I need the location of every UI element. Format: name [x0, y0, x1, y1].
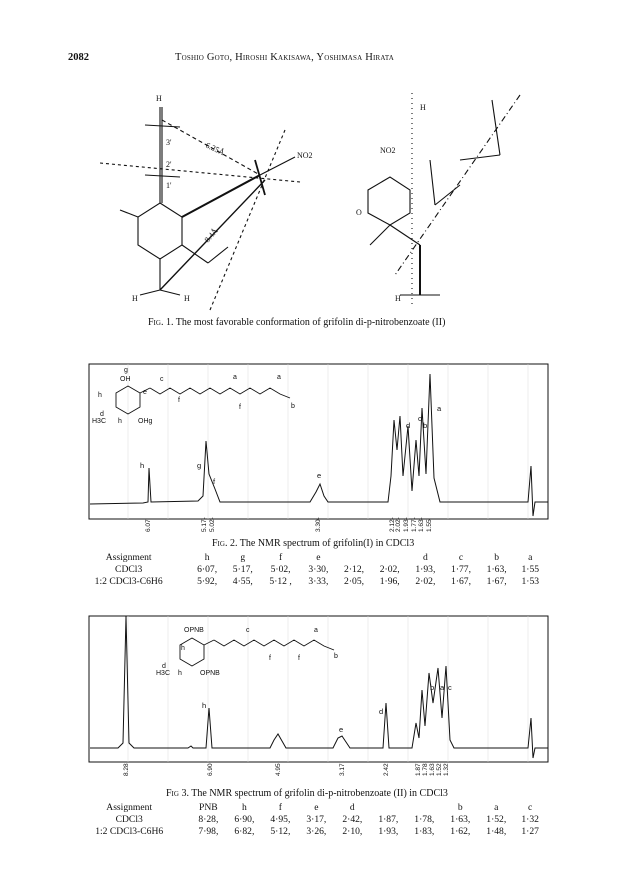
- table-row: 1:2 CDCl3-C6H6 7·98, 6·82, 5·12, 3·26, 2·10, 1·93, 1·83, 1·62, 1·48, 1·27: [95, 826, 539, 837]
- fig2-integral-8: 1.63-: [418, 517, 425, 532]
- fig1-label-2prime: 2': [166, 160, 172, 169]
- table-row: CDCl3 6·07, 5·17, 5·02, 3·30, 2·12, 2·02, 1·93, 1·77, 1·63, 1·55: [115, 564, 540, 575]
- fig3-peak-c: c: [448, 683, 452, 692]
- fig3-mol-h1: h: [181, 645, 185, 652]
- fig1-label-o: O: [356, 208, 362, 217]
- fig3-mol-opnb1: OPNB: [184, 627, 204, 634]
- fig2-peak-a: a: [437, 404, 442, 413]
- fig3-integral-3: 3.17: [339, 763, 346, 776]
- fig2-integral-3: 3.30-: [315, 517, 322, 532]
- fig2-mol-e: e: [143, 389, 147, 396]
- fig2-peak-g: g: [197, 461, 202, 470]
- fig3-integral-5: 1.87: [415, 763, 422, 776]
- fig3-mol-a: a: [314, 627, 318, 634]
- fig3-integral-9: 1.32: [443, 763, 450, 776]
- fig1-label-h-bottom-left: H: [132, 294, 138, 303]
- fig2-integral-9: 1.55: [426, 519, 433, 532]
- fig2-mol-b: b: [291, 403, 295, 410]
- fig2-integral-1: 5.17-: [201, 517, 208, 532]
- fig3-integral-0: 8.28: [123, 763, 130, 776]
- table-row: 1:2 CDCl3-C6H6 5·92, 4·55, 5·12 , 3·33, 2·05, 1·96, 2·02, 1·67, 1·67, 1·53: [94, 576, 540, 587]
- figure-2-assignment-table: [68, 552, 546, 588]
- fig2-mol-f1: f: [178, 397, 180, 404]
- fig1-label-h-top: H: [156, 94, 162, 103]
- fig3-peak-d: d: [379, 707, 384, 716]
- figure-1-structures: [100, 85, 540, 315]
- fig2-mol-c: c: [160, 376, 164, 383]
- fig3-mol-f1: f: [269, 655, 271, 662]
- fig2-peak-d: d: [406, 421, 411, 430]
- fig1-label-dist-a: 6.25Å: [204, 140, 226, 158]
- table-row: Assignment h g f e d c b a: [105, 552, 533, 563]
- fig2-peak-f: f: [213, 477, 216, 486]
- fig2-mol-h3c: H3C: [92, 418, 107, 425]
- figure-2-caption: Fig. 2. The NMR spectrum of grifolin(I) in CDCl3: [212, 538, 415, 549]
- fig1-label-dist-b: 8.4Å: [202, 226, 220, 245]
- fig2-mol-g: g: [124, 367, 128, 374]
- fig3-mol-f2: f: [298, 655, 300, 662]
- fig3-integral-2: 4.95: [275, 763, 282, 776]
- fig3-integral-7: 1.63: [429, 763, 436, 776]
- fig2-integral-5: 2.02-: [395, 517, 402, 532]
- table-row: CDCl3 8·28, 6·90, 4·95, 3·17, 2·42, 1·87, 1·78, 1·63, 1·52, 1·32: [115, 814, 539, 825]
- fig2-mol-oh: OH: [120, 376, 131, 383]
- author-line: Toshio Goto, Hiroshi Kakisawa, Yoshimasa Hirata: [175, 52, 395, 63]
- fig2-mol-h1: h: [98, 392, 102, 399]
- page-number: 2082: [68, 52, 89, 63]
- fig2-peak-c: c: [418, 414, 422, 423]
- figure-2-nmr-spectrum: [88, 356, 550, 536]
- fig2-mol-h2: h: [118, 418, 122, 425]
- fig2-mol-f2: f: [239, 404, 241, 411]
- figure-1-caption: Fig. 1. The most favorable conformation of grifolin di-p-nitrobenzoate (II): [148, 317, 446, 328]
- table-row: Assignment PNB h f e d b a c: [106, 802, 533, 813]
- fig2-mol-a1: a: [233, 374, 237, 381]
- figure-3-caption: Fig 3. The NMR spectrum of grifolin di-p-nitrobenzoate (II) in CDCl3: [166, 788, 448, 799]
- fig1-label-no2: NO2: [297, 151, 313, 160]
- fig2-integral-2: 5.02-: [209, 517, 216, 532]
- fig3-peak-e: e: [339, 725, 344, 734]
- fig1-label-h-right-bottom: H: [395, 294, 401, 303]
- fig3-mol-h3c: H3C: [156, 670, 171, 677]
- fig3-peak-a: a: [440, 683, 445, 692]
- fig3-integral-6: 1.78: [422, 763, 429, 776]
- fig2-mol-ohg: OHg: [138, 418, 153, 425]
- fig2-peak-b: b: [423, 421, 428, 430]
- figure-3-nmr-spectrum: [88, 608, 550, 786]
- fig3-integral-4: 2.42: [383, 763, 390, 776]
- fig2-peak-e: e: [317, 471, 322, 480]
- fig3-peak-b: b: [430, 683, 435, 692]
- fig3-integral-1: 6.90: [207, 763, 214, 776]
- fig2-peak-h: h: [140, 461, 145, 470]
- fig2-mol-a2: a: [277, 374, 281, 381]
- fig2-trace: [90, 374, 548, 516]
- fig3-integral-8: 1.52: [436, 763, 443, 776]
- fig2-integral-6: 1.93-: [403, 517, 410, 532]
- fig1-label-h-bottom-right: H: [184, 294, 190, 303]
- fig2-integral-7: 1.77-: [411, 517, 418, 532]
- fig3-trace: [90, 616, 548, 758]
- fig3-mol-d: d: [162, 663, 166, 670]
- fig2-integral-4: 2.12-: [389, 517, 396, 532]
- fig3-mol-h2: h: [178, 670, 182, 677]
- fig1-label-1prime: 1': [166, 181, 172, 190]
- fig1-label-3prime: 3': [166, 138, 172, 147]
- fig2-mol-d: d: [100, 411, 104, 418]
- fig1-label-h-right-top: H: [420, 103, 426, 112]
- fig3-mol-b: b: [334, 653, 338, 660]
- fig2-integral-0: 6.07: [145, 519, 152, 532]
- fig1-label-no2-right: NO2: [380, 146, 396, 155]
- figure-3-assignment-table: [68, 802, 546, 838]
- fig3-mol-opnb2: OPNB: [200, 670, 220, 677]
- fig3-mol-c: c: [246, 627, 250, 634]
- fig3-peak-h: h: [202, 701, 207, 710]
